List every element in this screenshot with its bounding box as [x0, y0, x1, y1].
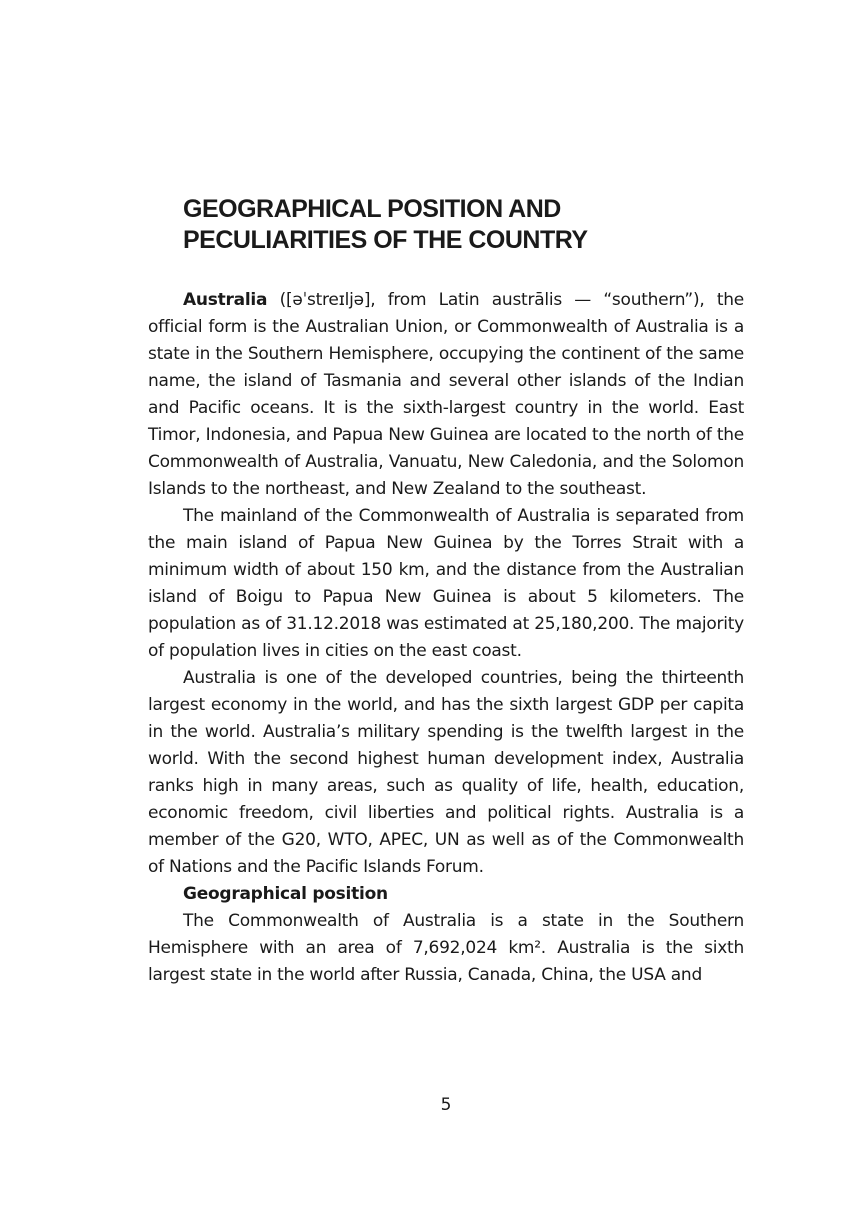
- body-text: [148, 287, 744, 989]
- paragraph-area: The Commonwealth of Australia is a state in the Southern Hemisphere with an area of 7,692,024 km². Australia is the sixth largest state in the world after Russia, Canada, China, the USA and: [148, 911, 744, 985]
- chapter-heading-line-2: PECULIARITIES OF THE COUNTRY: [183, 226, 588, 254]
- document-page: [148, 0, 744, 1211]
- paragraph-economy: Australia is one of the developed countries, being the thirteenth largest economy in the world, and has the sixth largest GDP per capita in the world. Australia’s military spending is the twelfth largest in the world. With the second highest human development index, Australia ranks high in many areas, such as quality of life, health, education, economic freedom, civil liberties and political rights. Australia is a member of the G20, WTO, APEC, UN as well as of the Commonwealth of Nations and the Pacific Islands Forum.: [148, 668, 744, 877]
- paragraph-mainland: The mainland of the Commonwealth of Australia is separated from the main island of Papua New Guinea by the Torres Strait with a minimum width of about 150 km, and the distance from the Australian island of Boigu to Papua New Guinea is about 5 kilometers. The population as of 31.12.2018 was estimated at 25,180,200. The majority of population lives in cities on the east coast.: [148, 506, 744, 661]
- subheading-geographical-position: Geographical position: [183, 884, 388, 904]
- chapter-heading: [183, 194, 744, 256]
- chapter-heading-line-1: GEOGRAPHICAL POSITION AND: [183, 195, 561, 223]
- page-number: 5: [440, 1095, 452, 1115]
- paragraph-intro-text: ([əˈstreɪljə], from Latin austrālis — “southern”), the official form is the Australian Union, or Commonwealth of Australia is a state in the Southern Hemisphere, occupying the continent of the same name, the island of Tasmania and several other islands of the Indian and Pacific oceans. It is the sixth-largest country in the world. East Timor, Indonesia, and Papua New Guinea are located to the north of the Commonwealth of Australia, Vanuatu, New Caledonia, and the Solomon Islands to the northeast, and New Zealand to the southeast.: [148, 290, 744, 499]
- term-australia: Australia: [183, 290, 268, 310]
- paragraph-intro: [148, 287, 744, 503]
